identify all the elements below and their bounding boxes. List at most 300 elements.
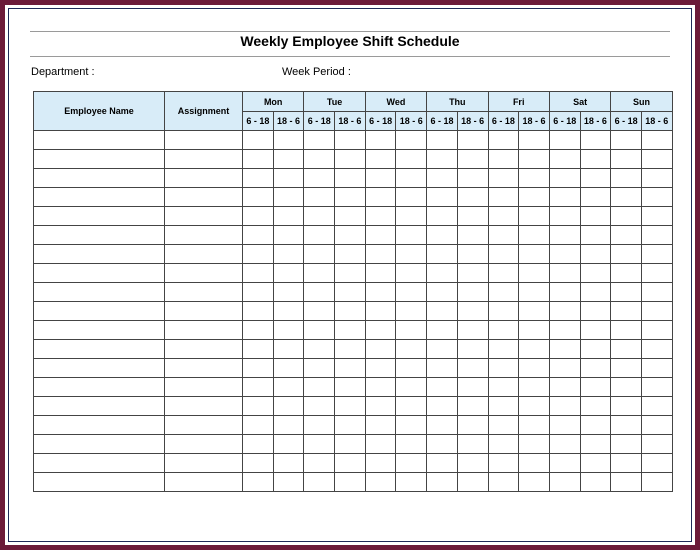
shift-cell[interactable] xyxy=(365,302,396,321)
shift-cell[interactable] xyxy=(304,169,335,188)
shift-cell[interactable] xyxy=(365,207,396,226)
shift-cell[interactable] xyxy=(243,416,274,435)
shift-cell[interactable] xyxy=(488,245,519,264)
shift-cell[interactable] xyxy=(304,188,335,207)
shift-cell[interactable] xyxy=(243,454,274,473)
shift-cell[interactable] xyxy=(611,226,642,245)
assignment-cell[interactable] xyxy=(165,359,243,378)
employee-name-cell[interactable] xyxy=(34,245,165,264)
shift-cell[interactable] xyxy=(396,416,427,435)
shift-cell[interactable] xyxy=(335,207,366,226)
shift-cell[interactable] xyxy=(335,302,366,321)
shift-cell[interactable] xyxy=(488,416,519,435)
assignment-cell[interactable] xyxy=(165,283,243,302)
shift-cell[interactable] xyxy=(457,435,488,454)
employee-name-cell[interactable] xyxy=(34,207,165,226)
shift-cell[interactable] xyxy=(243,473,274,492)
shift-cell[interactable] xyxy=(549,359,580,378)
shift-cell[interactable] xyxy=(580,302,611,321)
shift-cell[interactable] xyxy=(427,416,458,435)
assignment-cell[interactable] xyxy=(165,245,243,264)
shift-cell[interactable] xyxy=(580,188,611,207)
shift-cell[interactable] xyxy=(427,245,458,264)
shift-cell[interactable] xyxy=(580,207,611,226)
shift-cell[interactable] xyxy=(335,473,366,492)
shift-cell[interactable] xyxy=(611,188,642,207)
shift-cell[interactable] xyxy=(519,169,550,188)
shift-cell[interactable] xyxy=(641,340,672,359)
shift-cell[interactable] xyxy=(457,454,488,473)
shift-cell[interactable] xyxy=(457,340,488,359)
shift-cell[interactable] xyxy=(488,226,519,245)
shift-cell[interactable] xyxy=(335,435,366,454)
shift-cell[interactable] xyxy=(396,340,427,359)
shift-cell[interactable] xyxy=(488,264,519,283)
shift-cell[interactable] xyxy=(335,454,366,473)
shift-cell[interactable] xyxy=(304,302,335,321)
shift-cell[interactable] xyxy=(365,454,396,473)
shift-cell[interactable] xyxy=(457,302,488,321)
shift-cell[interactable] xyxy=(273,340,304,359)
shift-cell[interactable] xyxy=(273,454,304,473)
shift-cell[interactable] xyxy=(488,131,519,150)
shift-cell[interactable] xyxy=(243,378,274,397)
shift-cell[interactable] xyxy=(365,435,396,454)
shift-cell[interactable] xyxy=(641,416,672,435)
assignment-cell[interactable] xyxy=(165,226,243,245)
assignment-cell[interactable] xyxy=(165,340,243,359)
assignment-cell[interactable] xyxy=(165,188,243,207)
shift-cell[interactable] xyxy=(396,397,427,416)
shift-cell[interactable] xyxy=(304,321,335,340)
employee-name-cell[interactable] xyxy=(34,454,165,473)
shift-cell[interactable] xyxy=(611,435,642,454)
shift-cell[interactable] xyxy=(335,283,366,302)
assignment-cell[interactable] xyxy=(165,207,243,226)
shift-cell[interactable] xyxy=(304,283,335,302)
shift-cell[interactable] xyxy=(427,359,458,378)
shift-cell[interactable] xyxy=(580,264,611,283)
shift-cell[interactable] xyxy=(457,131,488,150)
shift-cell[interactable] xyxy=(611,473,642,492)
shift-cell[interactable] xyxy=(488,397,519,416)
shift-cell[interactable] xyxy=(427,150,458,169)
employee-name-cell[interactable] xyxy=(34,131,165,150)
shift-cell[interactable] xyxy=(457,397,488,416)
employee-name-cell[interactable] xyxy=(34,283,165,302)
shift-cell[interactable] xyxy=(549,188,580,207)
shift-cell[interactable] xyxy=(427,340,458,359)
shift-cell[interactable] xyxy=(580,454,611,473)
shift-cell[interactable] xyxy=(304,131,335,150)
shift-cell[interactable] xyxy=(519,283,550,302)
shift-cell[interactable] xyxy=(335,188,366,207)
shift-cell[interactable] xyxy=(519,397,550,416)
shift-cell[interactable] xyxy=(580,473,611,492)
shift-cell[interactable] xyxy=(641,188,672,207)
shift-cell[interactable] xyxy=(549,226,580,245)
shift-cell[interactable] xyxy=(457,207,488,226)
shift-cell[interactable] xyxy=(365,397,396,416)
shift-cell[interactable] xyxy=(488,321,519,340)
shift-cell[interactable] xyxy=(519,473,550,492)
shift-cell[interactable] xyxy=(641,283,672,302)
shift-cell[interactable] xyxy=(641,359,672,378)
shift-cell[interactable] xyxy=(519,340,550,359)
shift-cell[interactable] xyxy=(488,302,519,321)
assignment-cell[interactable] xyxy=(165,454,243,473)
shift-cell[interactable] xyxy=(549,207,580,226)
shift-cell[interactable] xyxy=(427,131,458,150)
shift-cell[interactable] xyxy=(611,359,642,378)
shift-cell[interactable] xyxy=(611,378,642,397)
shift-cell[interactable] xyxy=(304,207,335,226)
shift-cell[interactable] xyxy=(488,188,519,207)
employee-name-cell[interactable] xyxy=(34,169,165,188)
shift-cell[interactable] xyxy=(549,397,580,416)
shift-cell[interactable] xyxy=(243,169,274,188)
shift-cell[interactable] xyxy=(611,283,642,302)
shift-cell[interactable] xyxy=(580,359,611,378)
shift-cell[interactable] xyxy=(641,435,672,454)
shift-cell[interactable] xyxy=(365,264,396,283)
shift-cell[interactable] xyxy=(457,321,488,340)
shift-cell[interactable] xyxy=(457,188,488,207)
shift-cell[interactable] xyxy=(580,131,611,150)
shift-cell[interactable] xyxy=(641,226,672,245)
shift-cell[interactable] xyxy=(457,150,488,169)
shift-cell[interactable] xyxy=(304,416,335,435)
shift-cell[interactable] xyxy=(519,378,550,397)
shift-cell[interactable] xyxy=(611,264,642,283)
shift-cell[interactable] xyxy=(335,131,366,150)
shift-cell[interactable] xyxy=(335,397,366,416)
shift-cell[interactable] xyxy=(427,321,458,340)
shift-cell[interactable] xyxy=(427,397,458,416)
shift-cell[interactable] xyxy=(273,207,304,226)
shift-cell[interactable] xyxy=(519,321,550,340)
assignment-cell[interactable] xyxy=(165,397,243,416)
shift-cell[interactable] xyxy=(519,226,550,245)
shift-cell[interactable] xyxy=(335,416,366,435)
shift-cell[interactable] xyxy=(611,321,642,340)
shift-cell[interactable] xyxy=(641,473,672,492)
shift-cell[interactable] xyxy=(243,397,274,416)
shift-cell[interactable] xyxy=(457,264,488,283)
shift-cell[interactable] xyxy=(457,226,488,245)
shift-cell[interactable] xyxy=(549,435,580,454)
shift-cell[interactable] xyxy=(365,245,396,264)
employee-name-cell[interactable] xyxy=(34,321,165,340)
shift-cell[interactable] xyxy=(273,302,304,321)
shift-cell[interactable] xyxy=(641,397,672,416)
shift-cell[interactable] xyxy=(243,359,274,378)
shift-cell[interactable] xyxy=(273,264,304,283)
shift-cell[interactable] xyxy=(457,378,488,397)
shift-cell[interactable] xyxy=(365,359,396,378)
shift-cell[interactable] xyxy=(396,454,427,473)
employee-name-cell[interactable] xyxy=(34,473,165,492)
shift-cell[interactable] xyxy=(549,150,580,169)
shift-cell[interactable] xyxy=(580,340,611,359)
employee-name-cell[interactable] xyxy=(34,378,165,397)
assignment-cell[interactable] xyxy=(165,473,243,492)
assignment-cell[interactable] xyxy=(165,302,243,321)
shift-cell[interactable] xyxy=(304,340,335,359)
shift-cell[interactable] xyxy=(519,454,550,473)
shift-cell[interactable] xyxy=(273,473,304,492)
assignment-cell[interactable] xyxy=(165,150,243,169)
shift-cell[interactable] xyxy=(611,150,642,169)
shift-cell[interactable] xyxy=(427,264,458,283)
shift-cell[interactable] xyxy=(273,435,304,454)
shift-cell[interactable] xyxy=(365,473,396,492)
shift-cell[interactable] xyxy=(273,397,304,416)
shift-cell[interactable] xyxy=(396,264,427,283)
shift-cell[interactable] xyxy=(304,454,335,473)
shift-cell[interactable] xyxy=(427,283,458,302)
assignment-cell[interactable] xyxy=(165,264,243,283)
shift-cell[interactable] xyxy=(335,378,366,397)
shift-cell[interactable] xyxy=(396,245,427,264)
shift-cell[interactable] xyxy=(243,207,274,226)
shift-cell[interactable] xyxy=(273,150,304,169)
shift-cell[interactable] xyxy=(580,226,611,245)
shift-cell[interactable] xyxy=(641,454,672,473)
shift-cell[interactable] xyxy=(457,245,488,264)
shift-cell[interactable] xyxy=(243,302,274,321)
shift-cell[interactable] xyxy=(396,169,427,188)
shift-cell[interactable] xyxy=(488,150,519,169)
shift-cell[interactable] xyxy=(580,169,611,188)
employee-name-cell[interactable] xyxy=(34,359,165,378)
shift-cell[interactable] xyxy=(273,359,304,378)
shift-cell[interactable] xyxy=(427,435,458,454)
shift-cell[interactable] xyxy=(273,169,304,188)
shift-cell[interactable] xyxy=(641,131,672,150)
employee-name-cell[interactable] xyxy=(34,188,165,207)
shift-cell[interactable] xyxy=(549,473,580,492)
shift-cell[interactable] xyxy=(580,321,611,340)
shift-cell[interactable] xyxy=(457,169,488,188)
shift-cell[interactable] xyxy=(304,378,335,397)
shift-cell[interactable] xyxy=(488,340,519,359)
shift-cell[interactable] xyxy=(549,264,580,283)
shift-cell[interactable] xyxy=(641,245,672,264)
shift-cell[interactable] xyxy=(335,340,366,359)
shift-cell[interactable] xyxy=(611,131,642,150)
shift-cell[interactable] xyxy=(519,131,550,150)
shift-cell[interactable] xyxy=(243,435,274,454)
shift-cell[interactable] xyxy=(273,321,304,340)
shift-cell[interactable] xyxy=(457,359,488,378)
employee-name-cell[interactable] xyxy=(34,435,165,454)
shift-cell[interactable] xyxy=(641,207,672,226)
employee-name-cell[interactable] xyxy=(34,150,165,169)
employee-name-cell[interactable] xyxy=(34,340,165,359)
shift-cell[interactable] xyxy=(611,416,642,435)
shift-cell[interactable] xyxy=(396,226,427,245)
employee-name-cell[interactable] xyxy=(34,397,165,416)
shift-cell[interactable] xyxy=(273,131,304,150)
shift-cell[interactable] xyxy=(549,340,580,359)
shift-cell[interactable] xyxy=(365,416,396,435)
shift-cell[interactable] xyxy=(611,340,642,359)
shift-cell[interactable] xyxy=(335,321,366,340)
shift-cell[interactable] xyxy=(243,283,274,302)
shift-cell[interactable] xyxy=(488,169,519,188)
shift-cell[interactable] xyxy=(335,264,366,283)
shift-cell[interactable] xyxy=(549,416,580,435)
shift-cell[interactable] xyxy=(611,397,642,416)
shift-cell[interactable] xyxy=(641,378,672,397)
shift-cell[interactable] xyxy=(580,378,611,397)
shift-cell[interactable] xyxy=(549,321,580,340)
shift-cell[interactable] xyxy=(549,245,580,264)
shift-cell[interactable] xyxy=(549,131,580,150)
shift-cell[interactable] xyxy=(396,283,427,302)
shift-cell[interactable] xyxy=(335,150,366,169)
shift-cell[interactable] xyxy=(243,245,274,264)
shift-cell[interactable] xyxy=(580,435,611,454)
shift-cell[interactable] xyxy=(457,473,488,492)
shift-cell[interactable] xyxy=(611,454,642,473)
shift-cell[interactable] xyxy=(304,359,335,378)
employee-name-cell[interactable] xyxy=(34,302,165,321)
shift-cell[interactable] xyxy=(549,378,580,397)
shift-cell[interactable] xyxy=(365,131,396,150)
employee-name-cell[interactable] xyxy=(34,226,165,245)
shift-cell[interactable] xyxy=(519,435,550,454)
shift-cell[interactable] xyxy=(519,150,550,169)
shift-cell[interactable] xyxy=(488,283,519,302)
shift-cell[interactable] xyxy=(335,359,366,378)
shift-cell[interactable] xyxy=(365,188,396,207)
shift-cell[interactable] xyxy=(549,283,580,302)
shift-cell[interactable] xyxy=(365,150,396,169)
shift-cell[interactable] xyxy=(304,150,335,169)
shift-cell[interactable] xyxy=(365,283,396,302)
shift-cell[interactable] xyxy=(611,245,642,264)
assignment-cell[interactable] xyxy=(165,378,243,397)
shift-cell[interactable] xyxy=(365,321,396,340)
shift-cell[interactable] xyxy=(365,340,396,359)
shift-cell[interactable] xyxy=(641,302,672,321)
assignment-cell[interactable] xyxy=(165,321,243,340)
shift-cell[interactable] xyxy=(488,435,519,454)
shift-cell[interactable] xyxy=(488,207,519,226)
shift-cell[interactable] xyxy=(580,245,611,264)
shift-cell[interactable] xyxy=(243,321,274,340)
shift-cell[interactable] xyxy=(304,435,335,454)
shift-cell[interactable] xyxy=(611,302,642,321)
shift-cell[interactable] xyxy=(488,359,519,378)
shift-cell[interactable] xyxy=(335,169,366,188)
assignment-cell[interactable] xyxy=(165,435,243,454)
employee-name-cell[interactable] xyxy=(34,264,165,283)
shift-cell[interactable] xyxy=(396,473,427,492)
shift-cell[interactable] xyxy=(396,321,427,340)
shift-cell[interactable] xyxy=(519,245,550,264)
shift-cell[interactable] xyxy=(519,188,550,207)
shift-cell[interactable] xyxy=(427,454,458,473)
shift-cell[interactable] xyxy=(396,302,427,321)
shift-cell[interactable] xyxy=(427,188,458,207)
shift-cell[interactable] xyxy=(611,207,642,226)
shift-cell[interactable] xyxy=(304,226,335,245)
shift-cell[interactable] xyxy=(641,264,672,283)
shift-cell[interactable] xyxy=(304,473,335,492)
shift-cell[interactable] xyxy=(243,188,274,207)
shift-cell[interactable] xyxy=(641,321,672,340)
shift-cell[interactable] xyxy=(549,454,580,473)
shift-cell[interactable] xyxy=(427,378,458,397)
shift-cell[interactable] xyxy=(457,283,488,302)
shift-cell[interactable] xyxy=(427,302,458,321)
shift-cell[interactable] xyxy=(519,264,550,283)
shift-cell[interactable] xyxy=(335,226,366,245)
shift-cell[interactable] xyxy=(396,435,427,454)
shift-cell[interactable] xyxy=(580,283,611,302)
shift-cell[interactable] xyxy=(396,378,427,397)
shift-cell[interactable] xyxy=(243,226,274,245)
shift-cell[interactable] xyxy=(243,340,274,359)
shift-cell[interactable] xyxy=(488,454,519,473)
shift-cell[interactable] xyxy=(641,150,672,169)
shift-cell[interactable] xyxy=(396,150,427,169)
shift-cell[interactable] xyxy=(580,150,611,169)
shift-cell[interactable] xyxy=(519,359,550,378)
shift-cell[interactable] xyxy=(427,226,458,245)
shift-cell[interactable] xyxy=(273,188,304,207)
shift-cell[interactable] xyxy=(396,188,427,207)
shift-cell[interactable] xyxy=(519,416,550,435)
shift-cell[interactable] xyxy=(273,226,304,245)
shift-cell[interactable] xyxy=(549,169,580,188)
shift-cell[interactable] xyxy=(580,397,611,416)
shift-cell[interactable] xyxy=(335,245,366,264)
shift-cell[interactable] xyxy=(427,207,458,226)
assignment-cell[interactable] xyxy=(165,131,243,150)
assignment-cell[interactable] xyxy=(165,416,243,435)
shift-cell[interactable] xyxy=(549,302,580,321)
shift-cell[interactable] xyxy=(273,283,304,302)
shift-cell[interactable] xyxy=(273,378,304,397)
shift-cell[interactable] xyxy=(365,226,396,245)
shift-cell[interactable] xyxy=(457,416,488,435)
shift-cell[interactable] xyxy=(365,378,396,397)
shift-cell[interactable] xyxy=(304,397,335,416)
shift-cell[interactable] xyxy=(580,416,611,435)
shift-cell[interactable] xyxy=(304,245,335,264)
shift-cell[interactable] xyxy=(396,131,427,150)
shift-cell[interactable] xyxy=(427,169,458,188)
assignment-cell[interactable] xyxy=(165,169,243,188)
shift-cell[interactable] xyxy=(519,207,550,226)
shift-cell[interactable] xyxy=(243,131,274,150)
shift-cell[interactable] xyxy=(427,473,458,492)
employee-name-cell[interactable] xyxy=(34,416,165,435)
shift-cell[interactable] xyxy=(396,359,427,378)
shift-cell[interactable] xyxy=(519,302,550,321)
shift-cell[interactable] xyxy=(396,207,427,226)
shift-cell[interactable] xyxy=(273,416,304,435)
shift-cell[interactable] xyxy=(273,245,304,264)
shift-cell[interactable] xyxy=(611,169,642,188)
shift-cell[interactable] xyxy=(488,378,519,397)
shift-cell[interactable] xyxy=(304,264,335,283)
shift-cell[interactable] xyxy=(243,264,274,283)
